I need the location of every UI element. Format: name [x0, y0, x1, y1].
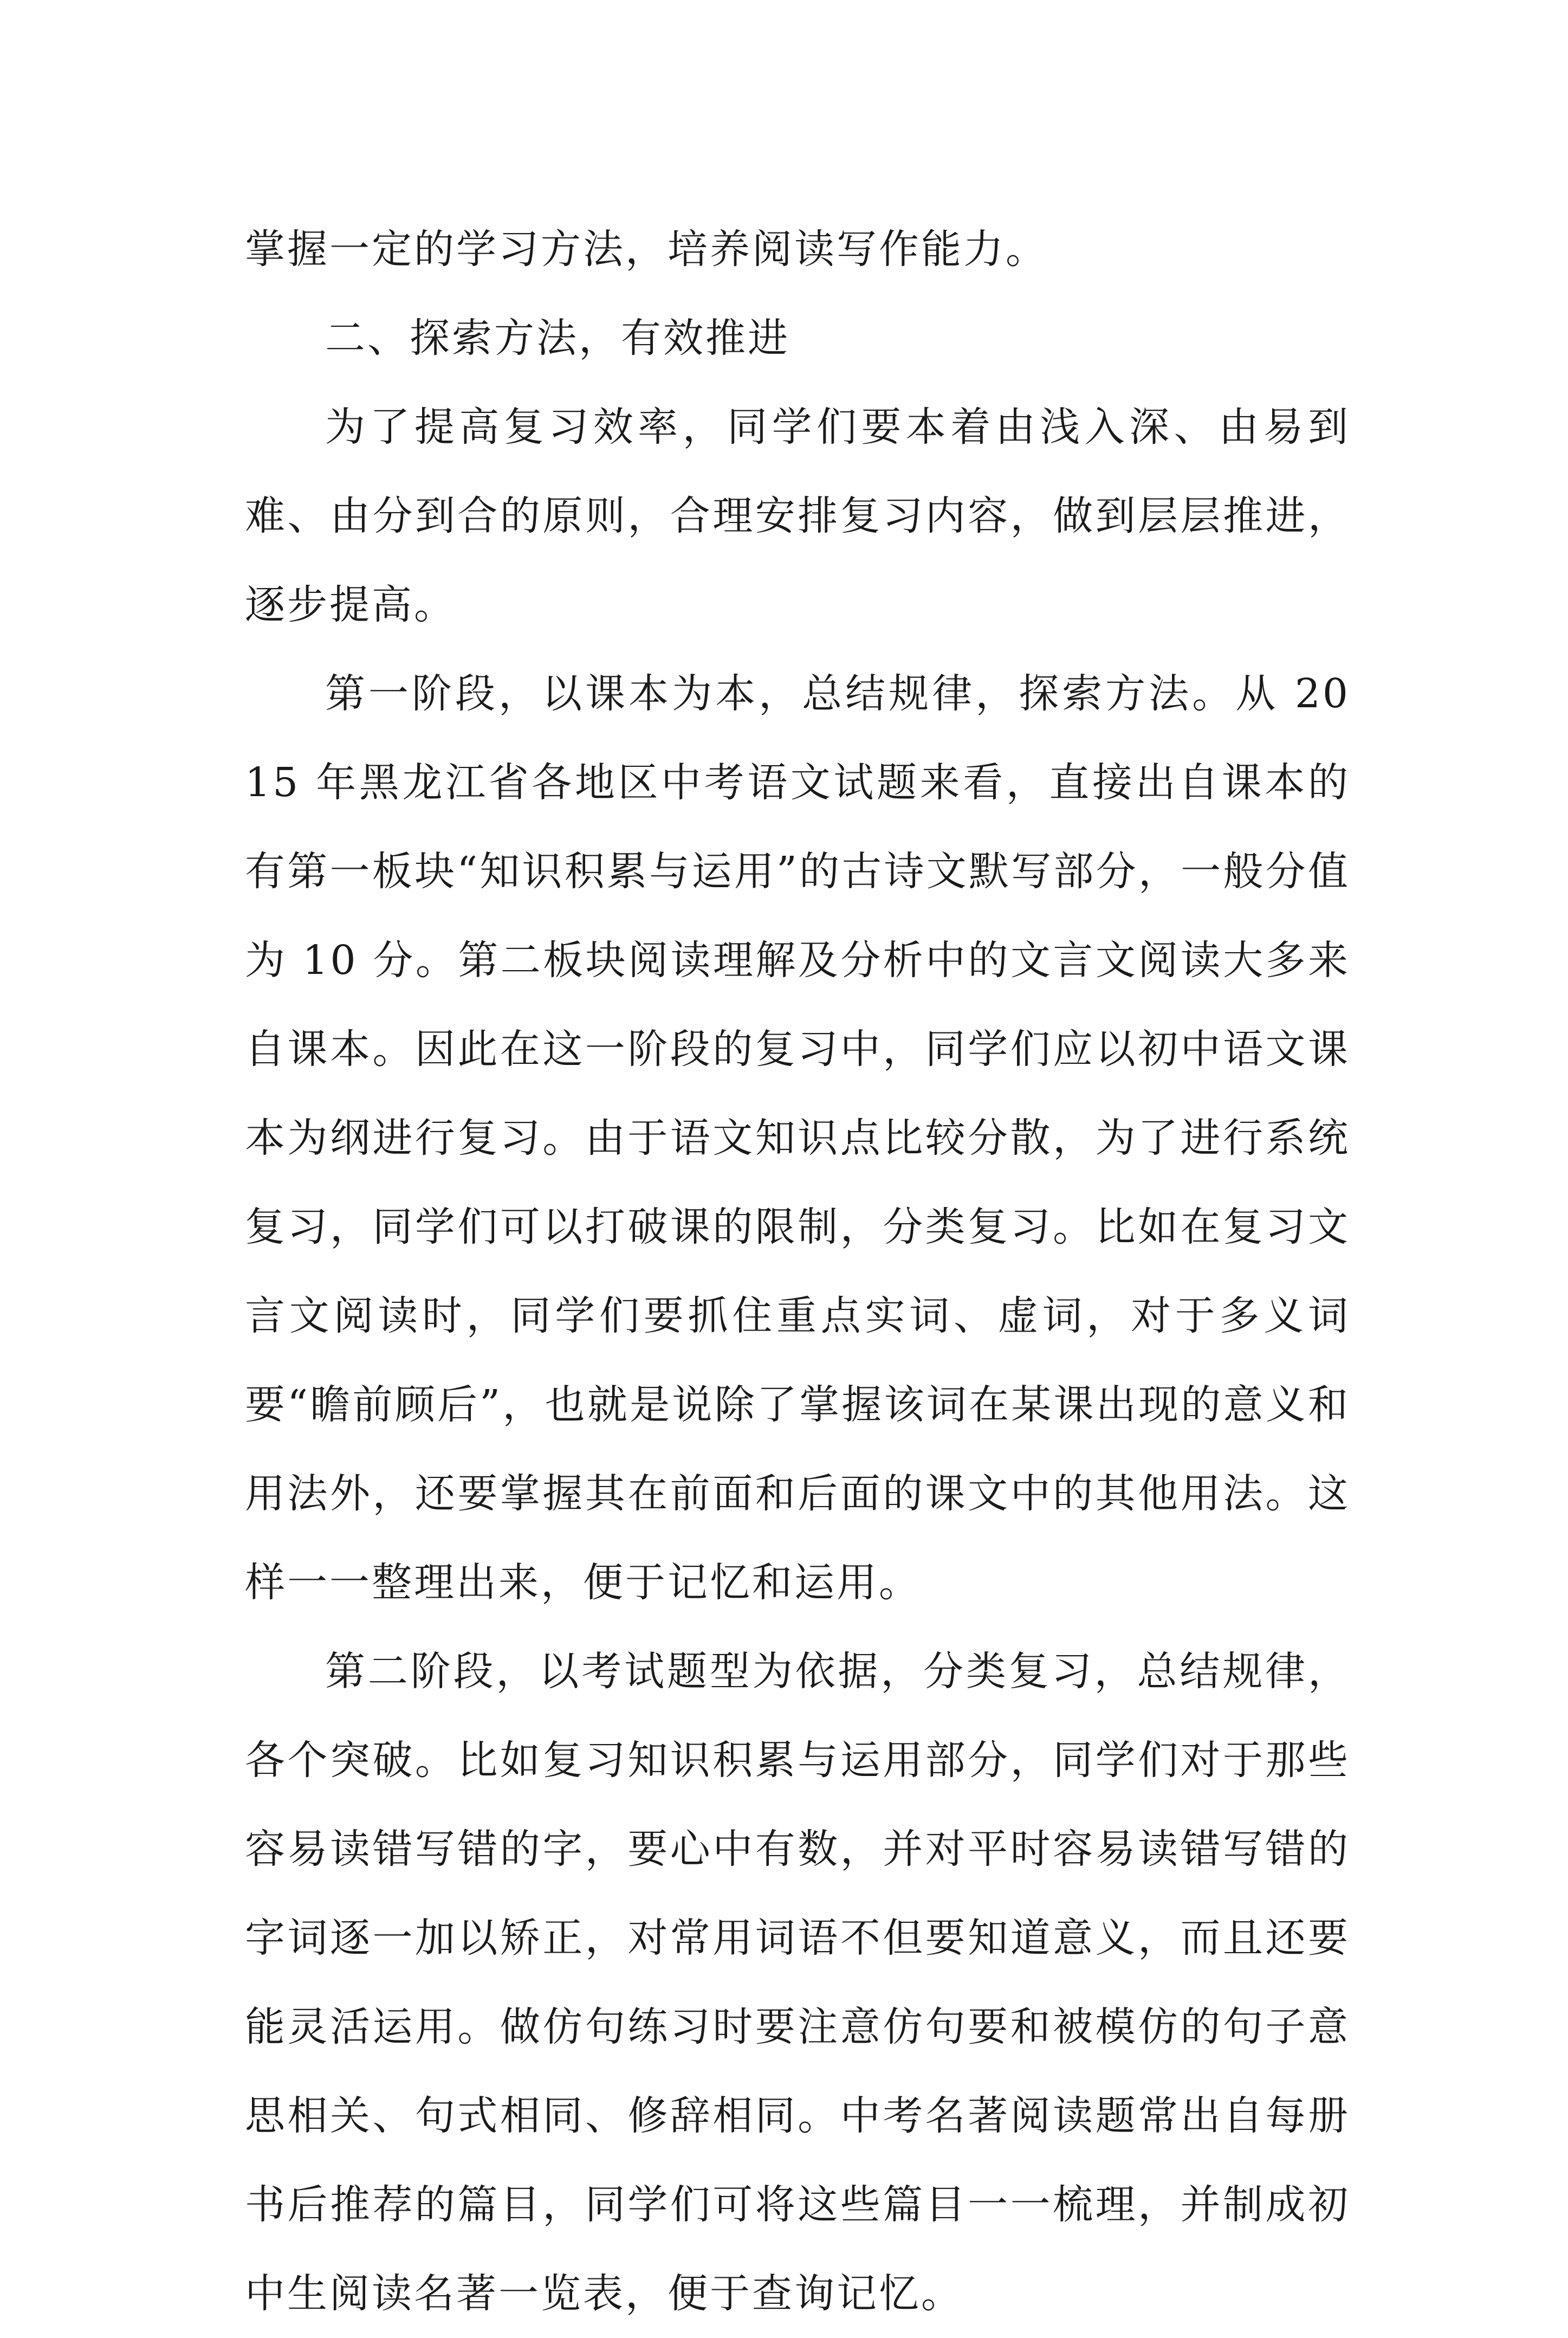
paragraph-stage-two: 第二阶段，以考试题型为依据，分类复习，总结规律，各个突破。比如复习知识积累与运用部分，同学们对于那些容易读错写错的字，要心中有数，并对平时容易读错写错的字词逐一加以矫正，对常用词语不但要知道意义，而且还要能灵活运用。做仿句练习时要注意仿句要和被模仿的句子意思相关、句式相同、修辞相同。中考名著阅读题常出自每册书后推荐的篇目，同学们可将这些篇目一一梳理，并制成初中生阅读名著一览表，便于查询记忆。 — [245, 1648, 1350, 2317]
paragraph-intro: 为了提高复习效率，同学们要本着由浅入深、由易到难、由分到合的原则，合理安排复习内容，做到层层推进，逐步提高。 — [245, 404, 1350, 628]
document-body — [245, 205, 1350, 2338]
paragraph-continuation: 掌握一定的学习方法，培养阅读写作能力。 — [245, 226, 1048, 273]
section-heading: 二、探索方法，有效推进 — [325, 315, 790, 361]
paragraph-stage-one: 第一阶段，以课本为本，总结规律，探索方法。从 2015 年黑龙江省各地区中考语文试题来看，直接出自课本的有第一板块“知识积累与运用”的古诗文默写部分，一般分值为 10 分。第二板块阅读理解及分析中的文言文阅读大多来自课本。因此在这一阶段的复习中，同学们应以初中语文课本为纲进行复习。由于语文知识点比较分散，为了进行系统复习，同学们可以打破课的限制，分类复习。比如在复习文言文阅读时，同学们要抓住重点实词、虚词，对于多义词要“瞻前顾后”，也就是说除了掌握该词在某课出现的意义和用法外，还要掌握其在前面和后面的课文中的其他用法。这样一一整理出来，便于记忆和运用。 — [245, 670, 1350, 1606]
